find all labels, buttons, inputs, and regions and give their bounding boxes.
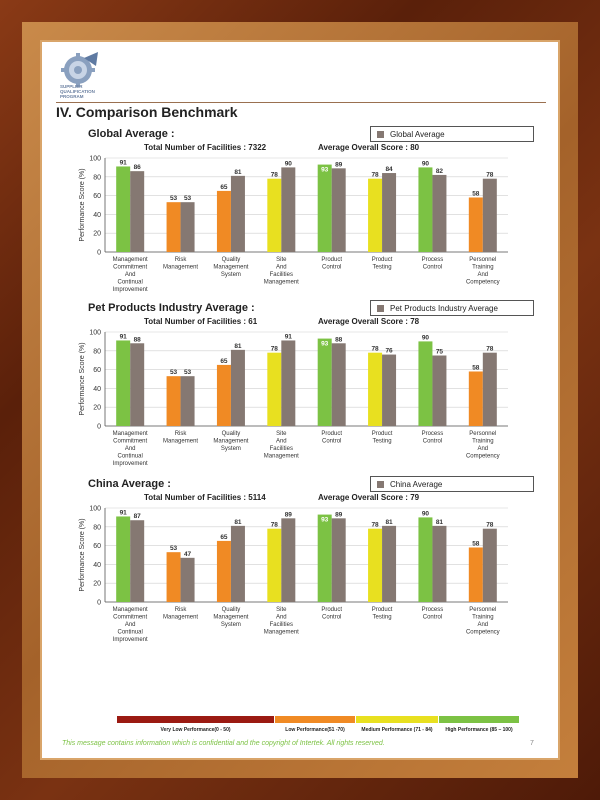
chart-legend — [370, 126, 534, 142]
category-label — [321, 257, 342, 271]
category-label-line: Risk — [174, 431, 187, 437]
facility-bar — [267, 179, 281, 252]
category-label-line: Management — [163, 614, 199, 621]
category-label-line: Management — [263, 453, 299, 460]
y-tick-label: 60 — [93, 543, 101, 551]
category-label-line: And — [477, 272, 489, 278]
facility-value-label: 91 — [119, 159, 127, 167]
facility-value-label: 53 — [169, 195, 178, 203]
category-label-line: Improvement — [112, 461, 148, 467]
benchmark-value-label: 84 — [385, 166, 393, 174]
page-number: 7 — [530, 740, 534, 747]
y-tick-label: 20 — [93, 230, 101, 238]
category-label-line: Commitment — [113, 264, 148, 271]
logo-line-2: QUALIFICATION — [60, 89, 95, 94]
category-label — [264, 607, 299, 636]
category-label-line: Training — [472, 264, 494, 271]
y-tick-label: 80 — [93, 348, 101, 356]
benchmark-bar — [281, 340, 295, 426]
benchmark-value-label: 81 — [234, 518, 242, 526]
total-facilities: Total Number of Facilities : 61 — [144, 317, 258, 326]
benchmark-bar — [130, 343, 144, 426]
legend-label: Pet Products Industry Average — [390, 303, 498, 313]
legend-color-bar — [275, 716, 355, 723]
category-label-line: Management — [112, 607, 148, 613]
category-label — [113, 431, 148, 467]
facility-value-label: 91 — [119, 509, 127, 517]
facility-bar — [418, 167, 432, 252]
benchmark-value-label: 89 — [335, 511, 343, 519]
category-label-line: Quality — [221, 257, 241, 263]
category-label-line: And — [275, 264, 287, 271]
legend-color-bar — [356, 716, 438, 723]
category-label-line: Product — [371, 431, 393, 437]
facility-bar — [217, 541, 231, 602]
category-label-line: Product — [321, 607, 343, 613]
facility-bar — [267, 353, 281, 426]
benchmark-bar — [483, 179, 497, 252]
y-tick-label: 40 — [93, 561, 101, 569]
category-label-line: And — [124, 446, 136, 452]
benchmark-value-label: 78 — [486, 345, 494, 353]
benchmark-value-label: 86 — [133, 164, 141, 172]
total-facilities: Total Number of Facilities : 5114 — [144, 493, 266, 502]
y-tick-label: 40 — [93, 385, 101, 393]
facility-value-label: 65 — [220, 533, 228, 541]
category-label — [372, 431, 393, 445]
category-label-line: And — [275, 614, 287, 621]
facility-bar — [469, 197, 483, 252]
category-label — [163, 257, 198, 271]
legend-swatch — [377, 305, 384, 312]
category-label-line: Facilities — [269, 622, 293, 628]
category-label-line: Training — [472, 438, 494, 445]
facility-bar — [318, 515, 332, 602]
facility-value-label: 58 — [472, 364, 480, 372]
benchmark-bar — [432, 526, 446, 602]
legend-swatch — [377, 481, 384, 488]
category-label — [372, 607, 393, 621]
confidentiality-note: This message contains information which is confidential and the copyright of Intertek. All rights reserved. — [62, 740, 385, 747]
facility-value-label: 78 — [270, 345, 278, 353]
category-label-line: Process — [421, 257, 444, 263]
category-label-line: Process — [421, 607, 444, 613]
benchmark-value-label: 90 — [284, 160, 292, 168]
category-label-line: And — [477, 446, 489, 452]
average-overall-score: Average Overall Score : 79 — [318, 493, 420, 502]
category-label — [163, 431, 198, 445]
category-label-line: Personnel — [469, 257, 497, 263]
category-label-line: Process — [421, 431, 444, 437]
benchmark-bar — [281, 167, 295, 252]
category-label-line: Risk — [174, 607, 187, 613]
facility-bar — [167, 552, 181, 602]
category-label-line: Training — [472, 614, 494, 621]
facility-value-label: 90 — [421, 334, 430, 342]
y-tick-label: 100 — [89, 329, 101, 337]
category-label-line: System — [220, 622, 241, 628]
benchmark-value-label: 75 — [435, 348, 444, 356]
benchmark-value-label: 53 — [183, 195, 192, 203]
y-tick-label: 80 — [93, 524, 101, 532]
legend-medium — [356, 716, 438, 740]
y-tick-label: 40 — [93, 211, 101, 219]
category-label — [422, 257, 444, 271]
chart-legend — [370, 476, 534, 492]
facility-bar — [217, 191, 231, 252]
category-label-line: Management — [112, 431, 148, 437]
legend-text: Medium Performance (71 - 84) — [361, 727, 433, 733]
y-axis-label: Performance Score (%) — [79, 342, 86, 416]
y-axis-label: Performance Score (%) — [79, 518, 86, 592]
benchmark-value-label: 82 — [435, 167, 444, 175]
facility-value-label: 78 — [371, 521, 379, 529]
legend-low — [275, 716, 355, 740]
benchmark-bar — [332, 518, 346, 602]
category-label-line: Management — [112, 257, 148, 263]
legend-color-bar — [117, 716, 274, 723]
category-label-line: Control — [322, 438, 342, 445]
legend-text: Low Performance(51 -70) — [285, 727, 345, 733]
category-label — [213, 257, 248, 278]
benchmark-bar — [432, 175, 446, 252]
header-divider — [56, 102, 546, 103]
category-label — [163, 607, 198, 621]
benchmark-value-label: 88 — [133, 336, 141, 344]
benchmark-value-label: 81 — [234, 342, 242, 350]
facility-value-label: 58 — [472, 540, 480, 548]
facility-bar — [368, 529, 382, 602]
category-label-line: Commitment — [113, 438, 148, 445]
chart-title: China Average : — [88, 478, 171, 490]
benchmark-bar — [181, 202, 195, 252]
benchmark-bar — [231, 526, 245, 602]
category-label-line: Continual — [117, 453, 143, 460]
facility-bar — [469, 547, 483, 602]
facility-bar — [368, 179, 382, 252]
category-label — [213, 431, 248, 452]
facility-value-label: 90 — [421, 510, 430, 518]
benchmark-bar — [130, 520, 144, 602]
facility-bar — [167, 202, 181, 252]
benchmark-value-label: 53 — [183, 369, 192, 377]
category-label-line: Commitment — [113, 614, 148, 621]
facility-bar — [116, 166, 130, 252]
y-tick-label: 20 — [93, 580, 101, 588]
facility-bar — [318, 165, 332, 252]
legend-text: High Performance (85 – 100) — [445, 727, 513, 733]
category-label — [321, 607, 342, 621]
category-label-line: Site — [276, 607, 287, 613]
category-label — [113, 607, 148, 643]
y-tick-label: 60 — [93, 193, 101, 201]
facility-value-label: 58 — [472, 190, 480, 198]
category-label — [466, 431, 500, 460]
section-title: IV. Comparison Benchmark — [56, 104, 238, 120]
y-tick-label: 0 — [97, 599, 101, 607]
benchmark-bar — [281, 518, 295, 602]
benchmark-bar — [382, 173, 396, 252]
facility-value-label: 78 — [270, 171, 278, 179]
benchmark-value-label: 78 — [486, 521, 494, 529]
facility-bar — [418, 517, 432, 602]
chart-title: Global Average : — [88, 128, 175, 140]
category-label-line: Product — [321, 431, 343, 437]
benchmark-bar — [130, 171, 144, 252]
total-facilities: Total Number of Facilities : 7322 — [144, 143, 267, 152]
facility-bar — [116, 516, 130, 602]
category-label-line: Control — [322, 614, 342, 621]
category-label-line: Quality — [221, 607, 241, 613]
category-label — [466, 607, 500, 636]
benchmark-value-label: 81 — [385, 518, 393, 526]
legend-swatch — [377, 131, 384, 138]
category-label-line: Personnel — [469, 431, 497, 437]
category-label-line: Product — [321, 257, 343, 263]
facility-value-label: 78 — [270, 521, 278, 529]
category-label-line: Facilities — [269, 272, 293, 278]
facility-value-label: 90 — [421, 160, 430, 168]
category-label-line: And — [124, 622, 136, 628]
benchmark-value-label: 81 — [234, 168, 242, 176]
report-page — [40, 40, 560, 760]
benchmark-bar — [231, 176, 245, 252]
y-tick-label: 100 — [89, 155, 101, 163]
benchmark-value-label: 76 — [385, 347, 393, 355]
benchmark-bar — [332, 168, 346, 252]
benchmark-value-label: 78 — [486, 171, 494, 179]
category-label-line: Management — [263, 279, 299, 286]
facility-bar — [167, 376, 181, 426]
category-label-line: System — [220, 446, 241, 452]
category-label-line: And — [124, 272, 136, 278]
category-label-line: Continual — [117, 279, 143, 286]
bar-chart-svg — [40, 316, 560, 481]
legend-label: Global Average — [390, 129, 445, 139]
category-label-line: Management — [213, 614, 249, 621]
category-label-line: Continual — [117, 629, 143, 636]
category-label-line: Risk — [174, 257, 187, 263]
facility-bar — [368, 353, 382, 426]
benchmark-value-label: 47 — [183, 550, 192, 558]
category-label-line: Improvement — [112, 287, 148, 293]
category-label-line: Competency — [465, 629, 500, 636]
benchmark-bar — [483, 529, 497, 602]
y-tick-label: 0 — [97, 249, 101, 257]
bar-chart-svg — [40, 492, 560, 657]
y-tick-label: 20 — [93, 404, 101, 412]
category-label-line: Management — [163, 438, 199, 445]
y-tick-label: 60 — [93, 367, 101, 375]
benchmark-bar — [483, 353, 497, 426]
benchmark-value-label: 89 — [335, 161, 343, 169]
category-label-line: Testing — [372, 438, 392, 445]
benchmark-value-label: 91 — [284, 333, 292, 341]
facility-value-label: 93 — [321, 340, 329, 348]
chart-pet-products — [40, 302, 560, 477]
category-label-line: Product — [371, 257, 393, 263]
category-label-line: Site — [276, 431, 287, 437]
category-label — [213, 607, 248, 628]
category-label-line: Control — [422, 438, 443, 445]
average-overall-score: Average Overall Score : 78 — [318, 317, 420, 326]
benchmark-bar — [181, 376, 195, 426]
benchmark-bar — [382, 355, 396, 426]
benchmark-bar — [231, 350, 245, 426]
y-axis-label: Performance Score (%) — [79, 168, 86, 242]
category-label — [113, 257, 148, 293]
performance-legend — [117, 716, 519, 740]
legend-color-bar — [439, 716, 519, 723]
category-label-line: Product — [371, 607, 393, 613]
category-label-line: Testing — [372, 614, 392, 621]
category-label — [264, 257, 299, 286]
logo-text — [60, 84, 130, 99]
facility-value-label: 53 — [169, 369, 178, 377]
chart-global — [40, 128, 560, 303]
legend-text: Very Low Performance(0 - 50) — [160, 727, 231, 733]
chart-title: Pet Products Industry Average : — [88, 302, 255, 314]
category-label-line: System — [220, 272, 241, 278]
category-label — [264, 431, 299, 460]
facility-bar — [318, 339, 332, 426]
category-label-line: Facilities — [269, 446, 293, 452]
legend-high — [439, 716, 519, 740]
facility-value-label: 93 — [321, 516, 329, 524]
facility-value-label: 93 — [321, 166, 329, 174]
category-label-line: Control — [322, 264, 342, 271]
facility-value-label: 78 — [371, 345, 379, 353]
facility-bar — [418, 341, 432, 426]
benchmark-value-label: 89 — [284, 511, 292, 519]
category-label-line: Management — [213, 264, 249, 271]
facility-bar — [469, 371, 483, 426]
chart-china — [40, 478, 560, 653]
category-label — [466, 257, 500, 286]
category-label-line: And — [275, 438, 287, 445]
facility-bar — [116, 340, 130, 426]
chart-legend — [370, 300, 534, 316]
category-label-line: Management — [263, 629, 299, 636]
benchmark-value-label: 87 — [133, 513, 141, 521]
benchmark-bar — [181, 558, 195, 602]
facility-value-label: 65 — [220, 357, 228, 365]
legend-very-low — [117, 716, 274, 740]
category-label-line: And — [477, 622, 489, 628]
facility-bar — [267, 529, 281, 602]
category-label-line: Quality — [221, 431, 241, 437]
facility-value-label: 91 — [119, 333, 127, 341]
category-label-line: Management — [213, 438, 249, 445]
benchmark-bar — [332, 343, 346, 426]
category-label-line: Control — [422, 264, 443, 271]
category-label-line: Competency — [465, 279, 500, 286]
facility-value-label: 53 — [169, 545, 178, 553]
category-label — [321, 431, 342, 445]
category-label-line: Site — [276, 257, 287, 263]
facility-value-label: 65 — [220, 183, 228, 191]
legend-label: China Average — [390, 479, 443, 489]
category-label — [372, 257, 393, 271]
bar-chart-svg — [40, 142, 560, 307]
y-tick-label: 100 — [89, 505, 101, 513]
category-label-line: Control — [422, 614, 443, 621]
category-label — [422, 607, 444, 621]
logo-line-1: SUPPLIER — [60, 84, 83, 89]
benchmark-value-label: 81 — [435, 518, 444, 526]
benchmark-bar — [382, 526, 396, 602]
facility-bar — [217, 365, 231, 426]
y-tick-label: 80 — [93, 174, 101, 182]
category-label-line: Management — [163, 264, 199, 271]
facility-value-label: 78 — [371, 171, 379, 179]
benchmark-bar — [432, 356, 446, 427]
y-tick-label: 0 — [97, 423, 101, 431]
category-label-line: Improvement — [112, 637, 148, 643]
category-label — [422, 431, 444, 445]
benchmark-value-label: 88 — [335, 336, 343, 344]
category-label-line: Personnel — [469, 607, 497, 613]
category-label-line: Testing — [372, 264, 392, 271]
logo-line-3: PROGRAM — [60, 94, 84, 99]
average-overall-score: Average Overall Score : 80 — [318, 143, 420, 152]
category-label-line: Competency — [465, 453, 500, 460]
